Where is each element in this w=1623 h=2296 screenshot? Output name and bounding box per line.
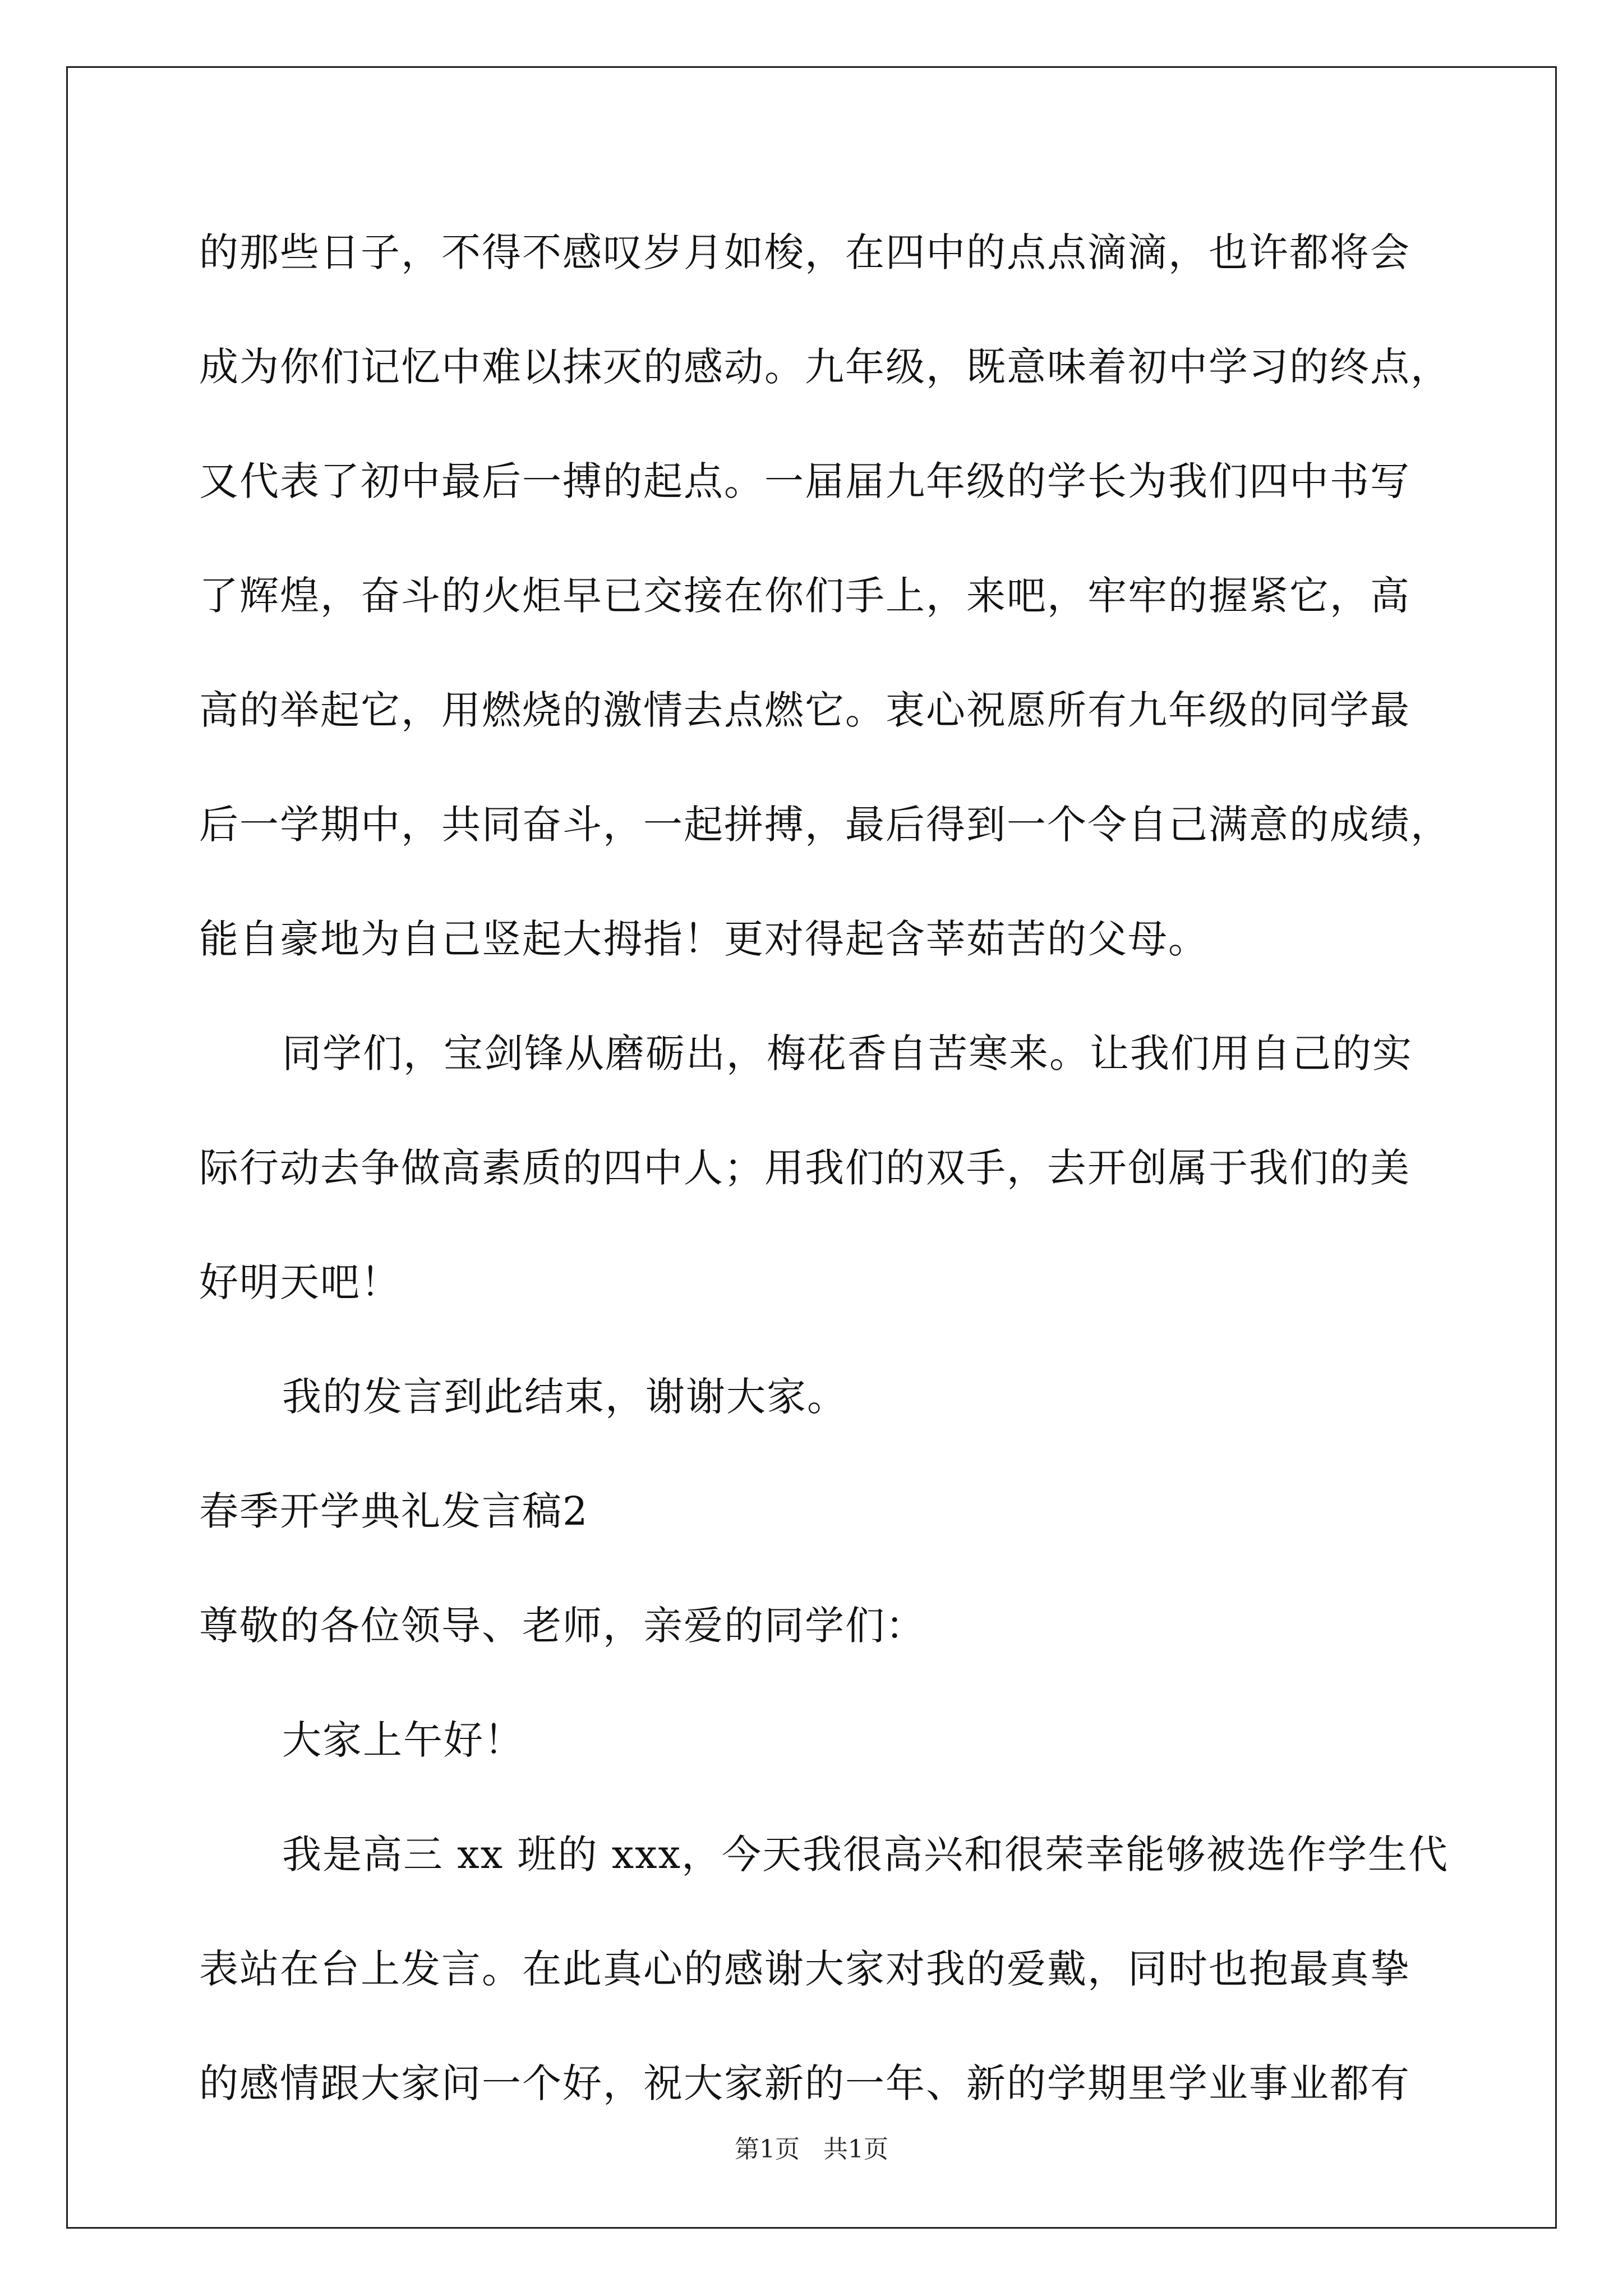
text-line: 际行动去争做高素质的四中人；用我们的双手，去开创属于我们的美 <box>199 1145 1410 1191</box>
paragraph-start: 我是高三 xx 班的 xxx，今天我很高兴和很荣幸能够被选作学生代 <box>282 1832 1449 1878</box>
text-line: 表站在台上发言。在此真心的感谢大家对我的爱戴，同时也抱最真挚 <box>199 1946 1410 1992</box>
text-line: 的感情跟大家问一个好，祝大家新的一年、新的学期里学业事业都有 <box>199 2060 1410 2106</box>
paragraph-start: 同学们，宝剑锋从磨砺出，梅花香自苦寒来。让我们用自己的实 <box>282 1030 1413 1076</box>
text-line: 高的举起它，用燃烧的激情去点燃它。衷心祝愿所有九年级的同学最 <box>199 687 1410 733</box>
text-line: 的那些日子，不得不感叹岁月如梭，在四中的点点滴滴，也许都将会 <box>199 229 1410 275</box>
section-heading: 春季开学典礼发言稿2 <box>199 1488 589 1534</box>
salutation: 尊敬的各位领导、老师，亲爱的同学们： <box>199 1603 926 1649</box>
text-line: 了辉煌，奋斗的火炬早已交接在你们手上，来吧，牢牢的握紧它，高 <box>199 573 1410 619</box>
greeting: 大家上午好！ <box>282 1717 524 1763</box>
document-body <box>199 208 1451 2153</box>
text-line: 后一学期中，共同奋斗，一起拼搏，最后得到一个令自己满意的成绩， <box>199 802 1451 848</box>
text-line: 能自豪地为自己竖起大拇指！更对得起含莘茹苦的父母。 <box>199 916 1209 962</box>
page-number: 第1页 <box>735 2135 800 2164</box>
paragraph-start: 我的发言到此结束，谢谢大家。 <box>282 1374 847 1420</box>
page-total: 共1页 <box>823 2135 888 2164</box>
text-line: 又代表了初中最后一搏的起点。一届届九年级的学长为我们四中书写 <box>199 458 1410 504</box>
text-line: 成为你们记忆中难以抹灭的感动。九年级，既意味着初中学习的终点， <box>199 344 1451 390</box>
page-footer <box>0 2129 1623 2165</box>
text-line: 好明天吧！ <box>199 1259 401 1305</box>
